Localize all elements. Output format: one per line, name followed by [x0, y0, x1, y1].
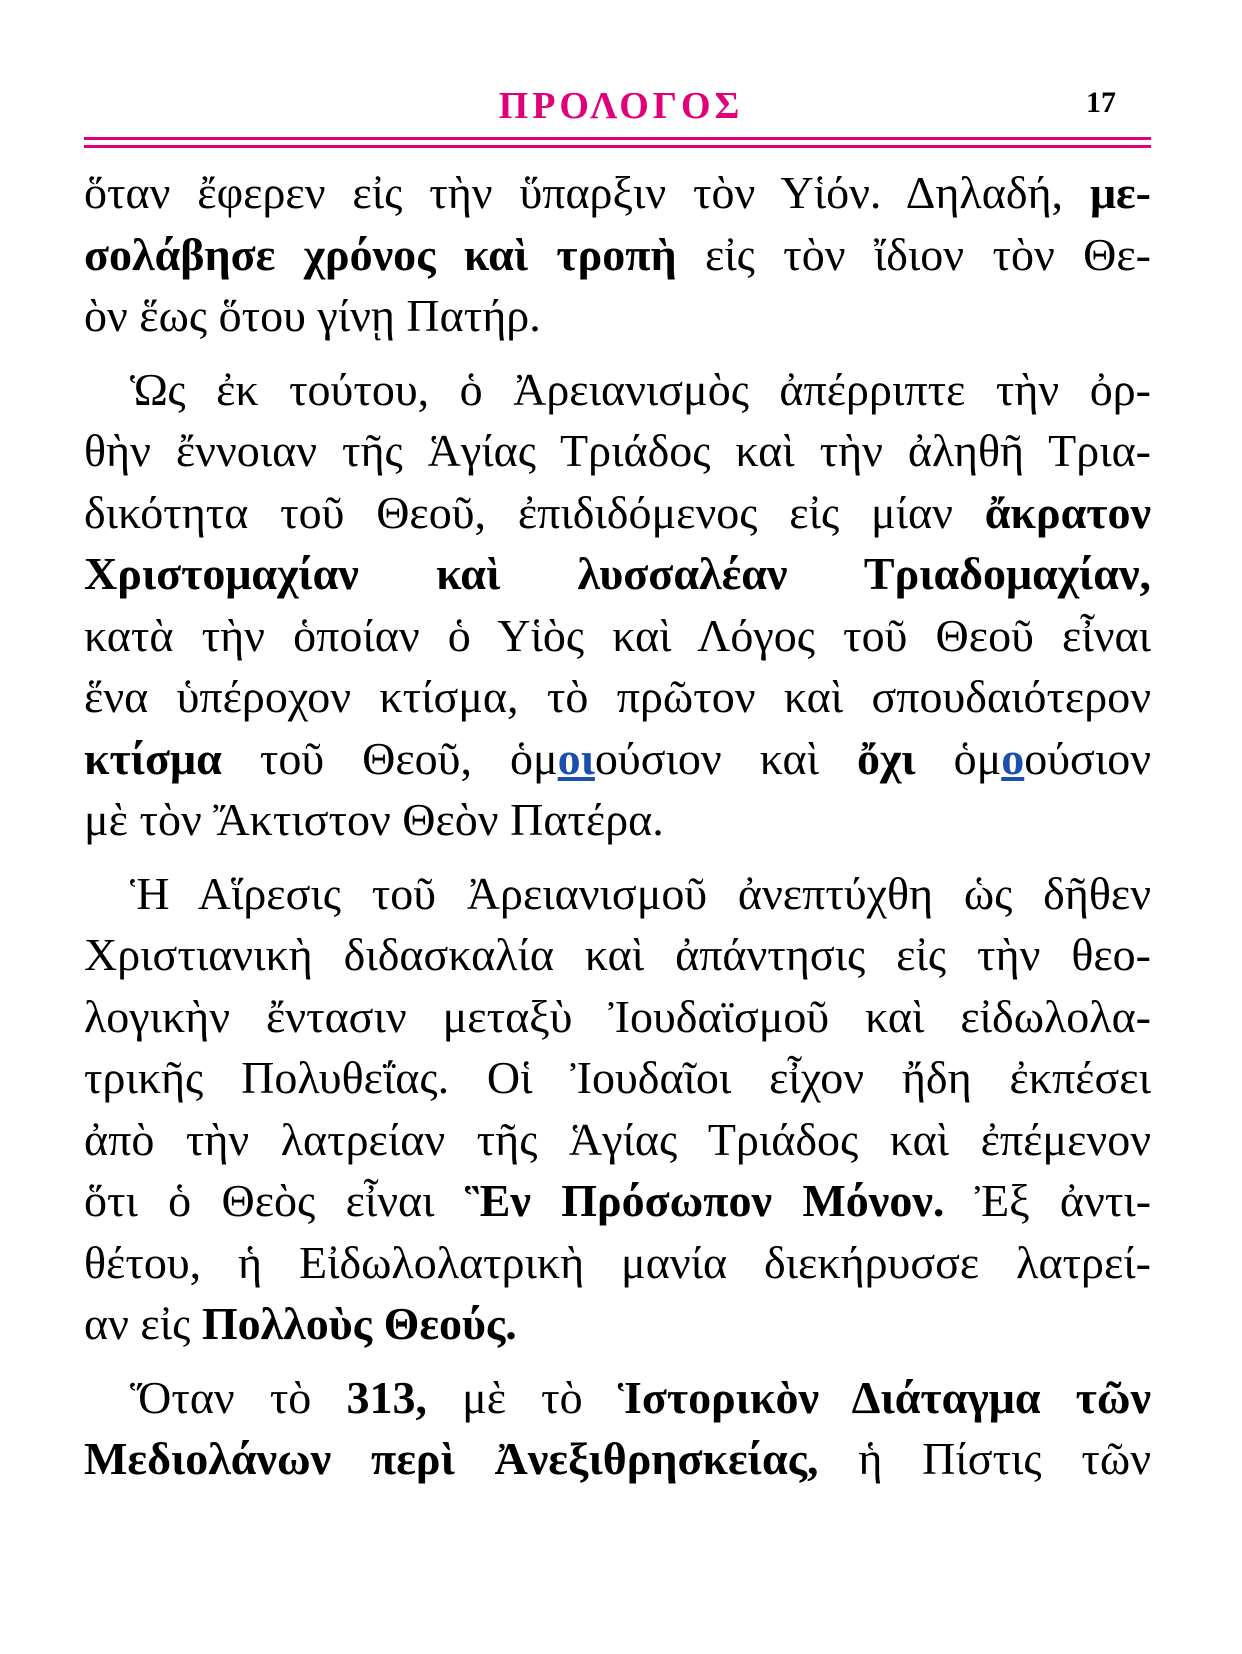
highlighted-letters-oi: οι	[557, 732, 595, 784]
highlighted-letter-o: ο	[1001, 732, 1025, 784]
text-line: ἀπὸ τὴν λατρείαν τῆς Ἁγίας Τριάδος καὶ ἐπέμενον	[84, 1113, 1151, 1165]
body-text	[84, 162, 1151, 1490]
text-line: Χριστομαχίαν καὶ λυσσαλέαν Τριαδομαχίαν,	[84, 548, 1151, 599]
text-line: αν εἰς Πολλοὺς Θεούς.	[84, 1298, 517, 1349]
header-rule-top	[84, 137, 1151, 140]
text-line: ὅτι ὁ Θεὸς εἶναι Ἓν Πρόσωπον Μόνον. Ἐξ ἀντι-	[84, 1175, 1152, 1226]
running-header-title: ΠΡΟΛΟΓΟΣ	[498, 85, 744, 127]
text-line: ὅταν ἔφερεν εἰς τὴν ὕπαρξιν τὸν Υἱόν. Δηλαδή, με-	[84, 167, 1152, 218]
text-line: ὸν ἕως ὅτου γίνῃ Πατήρ.	[84, 290, 541, 341]
text-line: Ἡ Αἵρεσις τοῦ Ἀρειανισμοῦ ἀνεπτύχθη ὡς δῆθεν	[130, 867, 1151, 919]
paragraph-2	[84, 359, 1151, 851]
text-line: Ὡς ἐκ τούτου, ὁ Ἀρειανισμὸς ἀπέρριπτε τὴν ὀρ-	[130, 363, 1151, 415]
text-line: μὲ τὸν Ἄκτιστον Θεὸν Πατέρα.	[84, 794, 664, 845]
text-line: σολάβησε χρόνος καὶ τροπὴ εἰς τὸν ἴδιον τὸν Θε-	[84, 228, 1151, 280]
paragraph-1	[84, 162, 1151, 347]
text-line: τρικῆς Πολυθεΐας. Οἱ Ἰουδαῖοι εἶχον ἤδη ἐκπέσει	[84, 1052, 1151, 1103]
paragraph-3	[84, 863, 1151, 1355]
text-line: Ὅταν τὸ 313, μὲ τὸ Ἱστορικὸν Διάταγμα τῶν	[130, 1371, 1152, 1423]
text-line: κατὰ τὴν ὁποίαν ὁ Υἱὸς καὶ Λόγος τοῦ Θεοῦ εἶναι	[84, 609, 1151, 661]
page-number: 17	[1086, 86, 1116, 119]
text-line: ἕνα ὑπέροχον κτίσμα, τὸ πρῶτον καὶ σπουδαιότερον	[84, 671, 1151, 722]
paragraph-4	[84, 1367, 1151, 1490]
header-rule-bottom	[84, 145, 1151, 148]
text-line: θὴν ἔννοιαν τῆς Ἁγίας Τριάδος καὶ τὴν ἀληθῆ Τρια-	[84, 425, 1151, 476]
text-line: κτίσμα τοῦ Θεοῦ, ὁμοιούσιον καὶ ὄχι ὁμοούσιον	[84, 732, 1151, 784]
text-line: Μεδιολάνων περὶ Ἀνεξιθρησκείας, ἡ Πίστις τῶν	[84, 1433, 1151, 1484]
text-line: λογικὴν ἔντασιν μεταξὺ Ἰουδαϊσμοῦ καὶ εἰδωλολα-	[84, 990, 1151, 1042]
text-line: θέτου, ἡ Εἰδωλολατρικὴ μανία διεκήρυσσε λατρεί-	[84, 1236, 1151, 1288]
text-line: Χριστιανικὴ διδασκαλία καὶ ἀπάντησις εἰς τὴν θεο-	[84, 929, 1151, 980]
text-line: δικότητα τοῦ Θεοῦ, ἐπιδιδόμενος εἰς μίαν ἄκρατον	[84, 486, 1152, 538]
